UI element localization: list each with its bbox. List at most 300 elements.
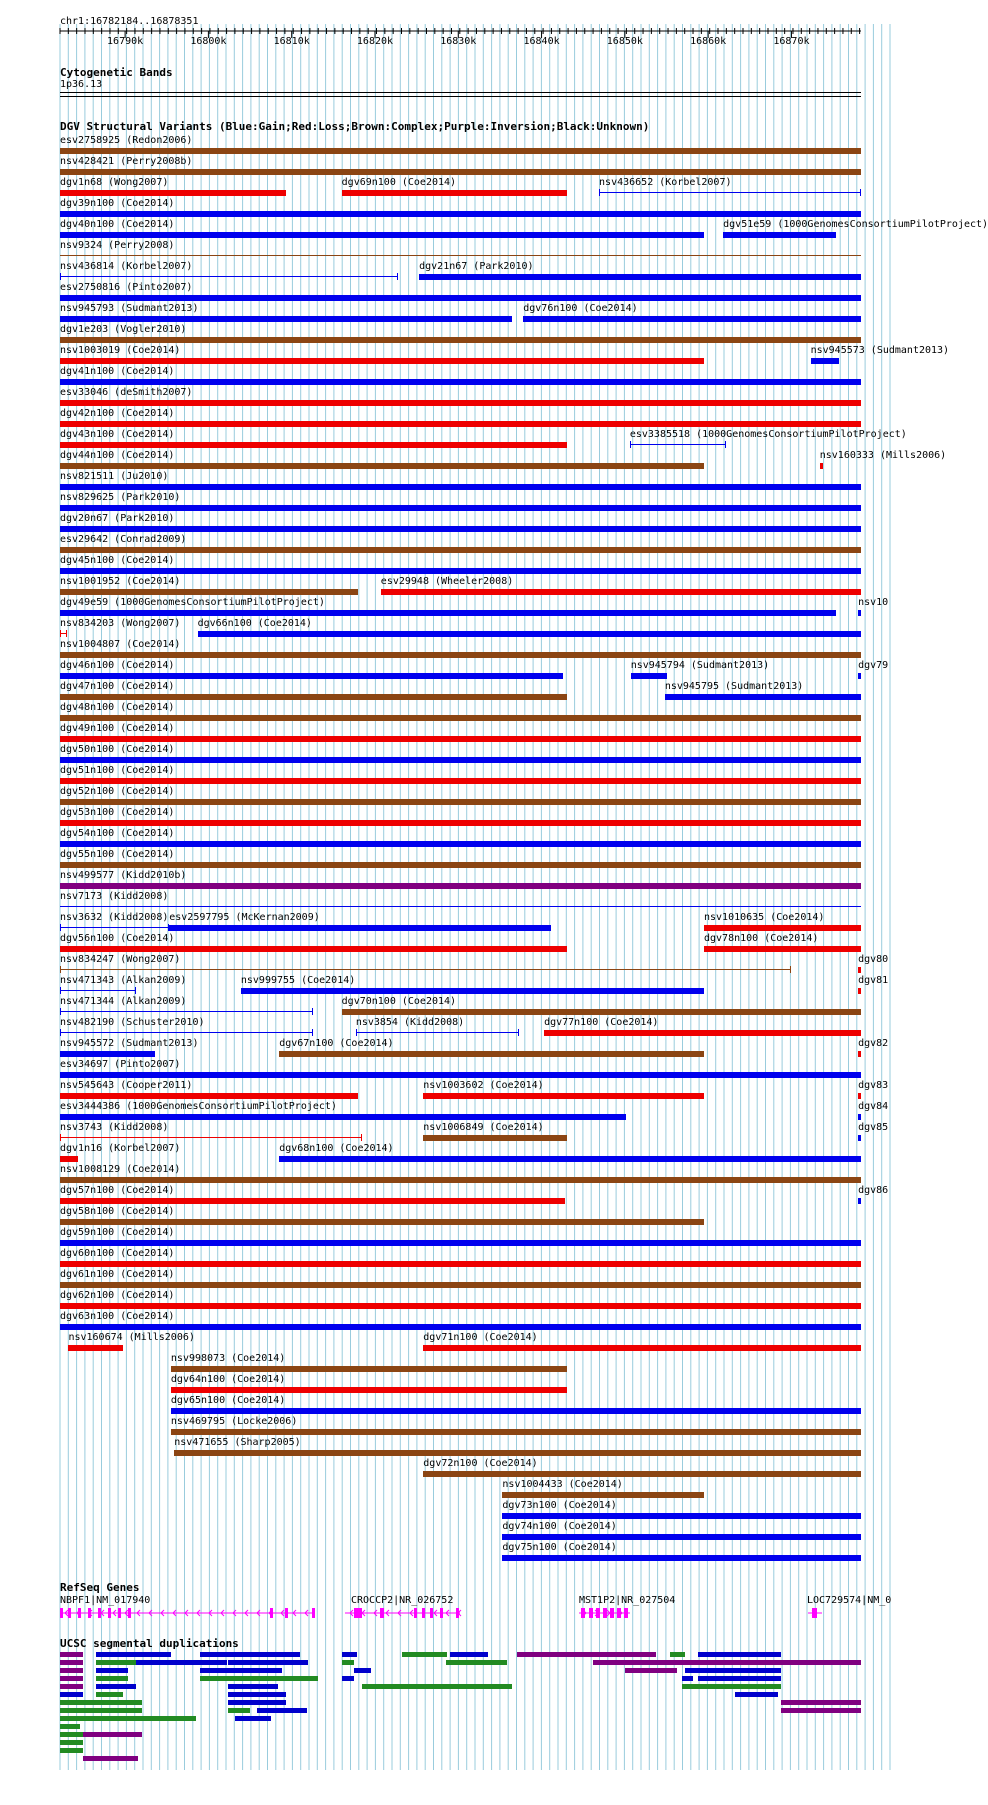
- variant-bar[interactable]: [174, 1450, 861, 1456]
- variant-label[interactable]: nsv829625 (Park2010): [60, 492, 181, 503]
- variant-end-cap: [630, 441, 631, 448]
- variant-label[interactable]: nsv945794 (Sudmant2013): [630, 660, 770, 671]
- segdup-block[interactable]: [342, 1676, 354, 1681]
- variant-label[interactable]: nsv471344 (Alkan2009): [60, 996, 187, 1007]
- variant-bar[interactable]: [60, 400, 861, 406]
- variant-label[interactable]: nsv436814 (Korbel2007): [60, 261, 193, 272]
- variant-bar[interactable]: [858, 1051, 861, 1057]
- variant-label[interactable]: dgv1n16 (Korbel2007): [60, 1143, 181, 1154]
- gene-exon: [610, 1608, 614, 1618]
- gene-exon: [589, 1608, 593, 1618]
- variant-bar[interactable]: [60, 358, 704, 364]
- variant-bar[interactable]: [60, 1240, 861, 1246]
- variant-label[interactable]: dgv62n100 (Coe2014): [60, 1290, 175, 1301]
- variant-bar[interactable]: [60, 610, 836, 616]
- gene-label-croccp2[interactable]: CROCCP2|NR_026752: [351, 1595, 454, 1606]
- segdup-block[interactable]: [781, 1700, 861, 1705]
- variant-bar[interactable]: [502, 1555, 861, 1561]
- segdup-block[interactable]: [200, 1668, 282, 1673]
- variant-label[interactable]: nsv945795 (Sudmant2013): [664, 681, 804, 692]
- variant-bar[interactable]: [544, 1030, 861, 1036]
- segdup-block[interactable]: [60, 1732, 83, 1737]
- variant-bar[interactable]: [60, 906, 861, 907]
- variant-bar[interactable]: [60, 148, 861, 154]
- variant-label[interactable]: dgv20n67 (Park2010): [60, 513, 175, 524]
- variant-bar[interactable]: [60, 169, 861, 175]
- segdup-block[interactable]: [446, 1660, 507, 1665]
- segdup-block[interactable]: [83, 1756, 139, 1761]
- variant-label[interactable]: dgv85: [858, 1122, 889, 1133]
- variant-label[interactable]: nsv545643 (Cooper2011): [60, 1080, 193, 1091]
- variant-end-cap: [135, 987, 136, 994]
- cyto-band-label: 1p36.13: [60, 79, 103, 90]
- segdup-block[interactable]: [625, 1668, 677, 1673]
- variant-bar[interactable]: [60, 232, 704, 238]
- variant-bar[interactable]: [60, 276, 398, 277]
- variant-label[interactable]: dgv60n100 (Coe2014): [60, 1248, 175, 1259]
- segdup-block[interactable]: [735, 1692, 778, 1697]
- segdup-block[interactable]: [60, 1676, 83, 1681]
- segdup-block[interactable]: [698, 1652, 781, 1657]
- variant-bar[interactable]: [60, 820, 861, 826]
- variant-label[interactable]: dgv48n100 (Coe2014): [60, 702, 175, 713]
- variant-bar[interactable]: [858, 1135, 861, 1141]
- gene-label-loc729574[interactable]: LOC729574|NM_0: [807, 1595, 892, 1606]
- variant-label[interactable]: dgv53n100 (Coe2014): [60, 807, 175, 818]
- refseq-gene-models[interactable]: [0, 1604, 890, 1622]
- gene-exon: [440, 1608, 443, 1618]
- variant-label[interactable]: dgv74n100 (Coe2014): [502, 1521, 617, 1532]
- segdup-block[interactable]: [200, 1676, 318, 1681]
- variant-label[interactable]: dgv1n68 (Wong2007): [60, 177, 169, 188]
- variant-bar[interactable]: [60, 1051, 155, 1057]
- variant-bar[interactable]: [858, 1114, 861, 1120]
- variant-label[interactable]: esv29948 (Wheeler2008): [380, 576, 514, 587]
- variant-bar[interactable]: [60, 1219, 704, 1225]
- variant-bar[interactable]: [60, 694, 567, 700]
- variant-label[interactable]: dgv49e59 (1000GenomesConsortiumPilotProject): [60, 597, 325, 608]
- segdup-block[interactable]: [517, 1652, 656, 1657]
- variant-label[interactable]: dgv41n100 (Coe2014): [60, 366, 175, 377]
- variant-bar[interactable]: [60, 1198, 565, 1204]
- gene-exon: [812, 1608, 817, 1618]
- variant-label[interactable]: esv33046 (deSmith2007): [60, 387, 193, 398]
- segdup-block[interactable]: [781, 1708, 861, 1713]
- variant-label[interactable]: dgv55n100 (Coe2014): [60, 849, 175, 860]
- variant-bar[interactable]: [704, 925, 861, 931]
- variant-bar[interactable]: [60, 927, 169, 928]
- segdup-block[interactable]: [685, 1668, 782, 1673]
- dgv-track-title[interactable]: DGV Structural Variants (Blue:Gain;Red:Loss;Brown:Complex;Purple:Inversion;Black:Unknown): [60, 120, 650, 133]
- segdup-block[interactable]: [96, 1692, 123, 1697]
- gene-exon: [60, 1608, 63, 1618]
- gene-label-mst1p2[interactable]: MST1P2|NR_027504: [579, 1595, 676, 1606]
- gene-exon: [603, 1608, 607, 1618]
- variant-label[interactable]: esv2750816 (Pinto2007): [60, 282, 193, 293]
- variant-bar[interactable]: [60, 1011, 313, 1012]
- variant-label[interactable]: nsv3632 (Kidd2008): [60, 912, 169, 923]
- variant-bar[interactable]: [820, 463, 823, 469]
- variant-bar[interactable]: [502, 1534, 861, 1540]
- variant-label[interactable]: esv29642 (Conrad2009): [60, 534, 187, 545]
- segdup-block[interactable]: [342, 1652, 357, 1657]
- variant-label[interactable]: dgv79: [858, 660, 889, 671]
- variant-bar[interactable]: [423, 1093, 704, 1099]
- segdup-block[interactable]: [221, 1652, 278, 1657]
- variant-label[interactable]: nsv1006849 (Coe2014): [423, 1122, 544, 1133]
- variant-label[interactable]: dgv57n100 (Coe2014): [60, 1185, 175, 1196]
- segdup-block[interactable]: [257, 1708, 307, 1713]
- variant-bar[interactable]: [60, 862, 861, 868]
- variant-bar[interactable]: [60, 883, 861, 889]
- variant-label[interactable]: nsv471343 (Alkan2009): [60, 975, 187, 986]
- variant-bar[interactable]: [60, 1324, 861, 1330]
- variant-bar[interactable]: [60, 1072, 861, 1078]
- variant-end-cap: [312, 1008, 313, 1015]
- variant-label[interactable]: dgv65n100 (Coe2014): [170, 1395, 286, 1406]
- variant-label[interactable]: dgv58n100 (Coe2014): [60, 1206, 175, 1217]
- variant-bar[interactable]: [169, 925, 550, 931]
- variant-bar[interactable]: [60, 1093, 358, 1099]
- gene-exon: [624, 1608, 628, 1618]
- gene-exon: [78, 1608, 81, 1618]
- variant-bar[interactable]: [60, 255, 861, 256]
- segdup-block[interactable]: [228, 1684, 278, 1689]
- variant-bar[interactable]: [171, 1429, 861, 1435]
- variant-label[interactable]: nsv945793 (Sudmant2013): [60, 303, 199, 314]
- variant-bar[interactable]: [60, 547, 861, 553]
- variant-bar[interactable]: [60, 969, 791, 970]
- position-ruler[interactable]: [0, 24, 890, 48]
- variant-bar[interactable]: [60, 421, 861, 427]
- gene-exon: [270, 1608, 273, 1618]
- variant-end-cap: [725, 441, 726, 448]
- variant-label[interactable]: nsv160333 (Mills2006): [819, 450, 947, 461]
- segdup-block[interactable]: [96, 1668, 128, 1673]
- variant-label[interactable]: dgv40n100 (Coe2014): [60, 219, 175, 230]
- variant-bar[interactable]: [60, 841, 861, 847]
- variant-bar[interactable]: [811, 358, 839, 364]
- variant-label[interactable]: dgv43n100 (Coe2014): [60, 429, 175, 440]
- variant-label[interactable]: nsv834203 (Wong2007): [60, 618, 181, 629]
- variant-label[interactable]: nsv10: [858, 597, 889, 608]
- segdup-block[interactable]: [136, 1660, 227, 1665]
- segdup-block[interactable]: [228, 1660, 309, 1665]
- variant-label[interactable]: nsv945573 (Sudmant2013): [810, 345, 950, 356]
- segdup-block[interactable]: [200, 1652, 221, 1657]
- variant-label[interactable]: dgv61n100 (Coe2014): [60, 1269, 175, 1280]
- variant-label[interactable]: dgv73n100 (Coe2014): [502, 1500, 617, 1511]
- segdup-block[interactable]: [450, 1652, 488, 1657]
- segdup-block[interactable]: [60, 1716, 196, 1721]
- variant-bar[interactable]: [858, 673, 861, 679]
- variant-label[interactable]: dgv50n100 (Coe2014): [60, 744, 175, 755]
- segdup-block[interactable]: [593, 1660, 861, 1665]
- variant-bar[interactable]: [60, 778, 861, 784]
- variant-label[interactable]: nsv7173 (Kidd2008): [60, 891, 169, 902]
- variant-bar[interactable]: [858, 967, 861, 973]
- variant-label[interactable]: dgv83: [858, 1080, 889, 1091]
- variant-label[interactable]: nsv436652 (Korbel2007): [599, 177, 732, 188]
- variant-bar[interactable]: [171, 1408, 861, 1414]
- variant-bar[interactable]: [60, 652, 861, 658]
- segdup-block[interactable]: [60, 1708, 142, 1713]
- refseq-track-title[interactable]: RefSeq Genes: [60, 1581, 140, 1594]
- variant-label[interactable]: dgv81: [858, 975, 889, 986]
- variant-label[interactable]: dgv68n100 (Coe2014): [279, 1143, 394, 1154]
- variant-label[interactable]: dgv86: [858, 1185, 889, 1196]
- variant-bar[interactable]: [60, 1261, 861, 1267]
- variant-bar[interactable]: [171, 1366, 567, 1372]
- variant-label[interactable]: nsv821511 (Ju2010): [60, 471, 169, 482]
- gene-exon: [354, 1608, 362, 1618]
- variant-bar[interactable]: [423, 1471, 861, 1477]
- segdup-block[interactable]: [60, 1724, 80, 1729]
- variant-label[interactable]: dgv49n100 (Coe2014): [60, 723, 175, 734]
- variant-bar[interactable]: [68, 1345, 122, 1351]
- variant-bar[interactable]: [60, 946, 567, 952]
- variant-label[interactable]: dgv67n100 (Coe2014): [279, 1038, 394, 1049]
- variant-bar[interactable]: [419, 274, 861, 280]
- variant-end-cap: [361, 1134, 362, 1141]
- variant-bar[interactable]: [60, 505, 861, 511]
- variant-bar[interactable]: [858, 988, 861, 994]
- variant-end-cap: [60, 966, 61, 973]
- variant-end-cap: [60, 1029, 61, 1036]
- ruler-tick-label: 16820k: [356, 36, 394, 47]
- variant-label[interactable]: esv2758925 (Redon2006): [60, 135, 193, 146]
- variant-bar[interactable]: [60, 715, 861, 721]
- segdup-block[interactable]: [60, 1748, 83, 1753]
- variant-bar[interactable]: [342, 1009, 861, 1015]
- variant-bar[interactable]: [60, 1114, 626, 1120]
- variant-bar[interactable]: [60, 799, 861, 805]
- variant-bar[interactable]: [423, 1135, 566, 1141]
- variant-bar[interactable]: [60, 757, 861, 763]
- variant-bar[interactable]: [523, 316, 861, 322]
- variant-label[interactable]: nsv1003602 (Coe2014): [423, 1080, 544, 1091]
- variant-label[interactable]: dgv80: [858, 954, 889, 965]
- variant-label[interactable]: nsv471655 (Sharp2005): [174, 1437, 301, 1448]
- variant-label[interactable]: dgv54n100 (Coe2014): [60, 828, 175, 839]
- segdup-block[interactable]: [698, 1676, 781, 1681]
- variant-label[interactable]: nsv834247 (Wong2007): [60, 954, 181, 965]
- variant-label[interactable]: dgv64n100 (Coe2014): [170, 1374, 286, 1385]
- variant-bar[interactable]: [60, 1177, 861, 1183]
- variant-label[interactable]: dgv39n100 (Coe2014): [60, 198, 175, 209]
- ruler-tick-label: 16860k: [690, 36, 727, 47]
- variant-label[interactable]: esv34697 (Pinto2007): [60, 1059, 181, 1070]
- variant-bar[interactable]: [60, 589, 358, 595]
- variant-bar[interactable]: [198, 631, 861, 637]
- variant-bar[interactable]: [423, 1345, 861, 1351]
- variant-bar[interactable]: [60, 295, 861, 301]
- ruler-tick-label: 16810k: [273, 36, 310, 47]
- variant-label[interactable]: nsv1004433 (Coe2014): [502, 1479, 623, 1490]
- segdup-block[interactable]: [228, 1708, 250, 1713]
- variant-bar[interactable]: [60, 673, 563, 679]
- variant-label[interactable]: nsv945572 (Sudmant2013): [60, 1038, 199, 1049]
- segdup-block[interactable]: [60, 1668, 83, 1673]
- variant-label[interactable]: nsv999755 (Coe2014): [240, 975, 356, 986]
- variant-label[interactable]: dgv78n100 (Coe2014): [703, 933, 819, 944]
- variant-bar[interactable]: [60, 1156, 78, 1162]
- variant-bar[interactable]: [60, 1137, 362, 1138]
- segdup-block[interactable]: [96, 1684, 136, 1689]
- gene-exon: [414, 1608, 417, 1618]
- variant-bar[interactable]: [858, 610, 861, 616]
- segdup-block[interactable]: [60, 1652, 83, 1657]
- variant-end-cap: [60, 630, 61, 637]
- ruler-tick-label: 16840k: [523, 36, 560, 47]
- variant-label[interactable]: dgv82: [858, 1038, 889, 1049]
- gene-exon: [118, 1608, 121, 1618]
- variant-bar[interactable]: [502, 1492, 704, 1498]
- variant-bar[interactable]: [60, 568, 861, 574]
- variant-label[interactable]: nsv1001952 (Coe2014): [60, 576, 181, 587]
- variant-bar[interactable]: [665, 694, 861, 700]
- segdup-block[interactable]: [670, 1652, 685, 1657]
- variant-bar[interactable]: [381, 589, 861, 595]
- variant-label[interactable]: dgv51e59 (1000GenomesConsortiumPilotProject): [723, 219, 988, 230]
- variant-bar[interactable]: [60, 990, 136, 991]
- variant-bar[interactable]: [858, 1198, 861, 1204]
- variant-label[interactable]: dgv46n100 (Coe2014): [60, 660, 175, 671]
- variant-bar[interactable]: [60, 442, 567, 448]
- variant-end-cap: [66, 630, 67, 637]
- variant-label[interactable]: dgv52n100 (Coe2014): [60, 786, 175, 797]
- variant-bar[interactable]: [279, 1156, 861, 1162]
- segdup-block[interactable]: [96, 1676, 128, 1681]
- variant-bar[interactable]: [241, 988, 704, 994]
- variant-label[interactable]: dgv44n100 (Coe2014): [60, 450, 175, 461]
- variant-label[interactable]: dgv51n100 (Coe2014): [60, 765, 175, 776]
- variant-label[interactable]: nsv1003019 (Coe2014): [60, 345, 181, 356]
- variant-label[interactable]: nsv160674 (Mills2006): [68, 1332, 195, 1343]
- variant-bar[interactable]: [60, 484, 861, 490]
- gene-label-nbpf1[interactable]: NBPF1|NM_017940: [60, 1595, 151, 1606]
- variant-bar[interactable]: [630, 444, 726, 445]
- variant-end-cap: [60, 924, 61, 931]
- variant-label[interactable]: dgv71n100 (Coe2014): [423, 1332, 538, 1343]
- variant-bar[interactable]: [858, 1093, 861, 1099]
- variant-label[interactable]: dgv47n100 (Coe2014): [60, 681, 175, 692]
- segdup-block[interactable]: [342, 1660, 354, 1665]
- variant-label[interactable]: esv3385518 (1000GenomesConsortiumPilotProject): [629, 429, 907, 440]
- variant-label[interactable]: dgv66n100 (Coe2014): [197, 618, 312, 629]
- cyto-track-title[interactable]: Cytogenetic Bands: [60, 66, 173, 79]
- segdup-block[interactable]: [96, 1652, 146, 1657]
- variant-bar[interactable]: [60, 379, 861, 385]
- variant-bar[interactable]: [60, 1303, 861, 1309]
- segdup-block[interactable]: [682, 1684, 781, 1689]
- segdup-block[interactable]: [60, 1660, 83, 1665]
- variant-label[interactable]: nsv499577 (Kidd2010b): [60, 870, 187, 881]
- variant-label[interactable]: nsv1004807 (Coe2014): [60, 639, 181, 650]
- variant-label[interactable]: dgv76n100 (Coe2014): [523, 303, 638, 314]
- segdup-block[interactable]: [228, 1692, 286, 1697]
- variant-label[interactable]: dgv56n100 (Coe2014): [60, 933, 175, 944]
- variant-bar[interactable]: [342, 190, 567, 196]
- variant-label[interactable]: esv2597795 (McKernan2009): [169, 912, 320, 923]
- variant-label[interactable]: dgv84: [858, 1101, 889, 1112]
- variant-label[interactable]: nsv998073 (Coe2014): [170, 1353, 286, 1364]
- variant-label[interactable]: nsv482190 (Schuster2010): [60, 1017, 205, 1028]
- segdup-block[interactable]: [60, 1684, 83, 1689]
- variant-label[interactable]: dgv75n100 (Coe2014): [502, 1542, 617, 1553]
- variant-bar[interactable]: [279, 1051, 704, 1057]
- variant-end-cap: [60, 1134, 61, 1141]
- variant-label[interactable]: nsv469795 (Locke2006): [170, 1416, 298, 1427]
- variant-label[interactable]: dgv21n67 (Park2010): [419, 261, 534, 272]
- variant-label[interactable]: dgv42n100 (Coe2014): [60, 408, 175, 419]
- variant-label[interactable]: dgv63n100 (Coe2014): [60, 1311, 175, 1322]
- variant-bar[interactable]: [60, 211, 861, 217]
- variant-label[interactable]: nsv1008129 (Coe2014): [60, 1164, 181, 1175]
- variant-bar[interactable]: [599, 192, 861, 193]
- variant-bar[interactable]: [60, 736, 861, 742]
- gene-exon: [430, 1608, 433, 1618]
- variant-bar[interactable]: [60, 526, 861, 532]
- segdup-block[interactable]: [96, 1660, 136, 1665]
- variant-bar[interactable]: [704, 946, 861, 952]
- gene-exon: [285, 1608, 288, 1618]
- variant-label[interactable]: esv3444386 (1000GenomesConsortiumPilotProject): [60, 1101, 337, 1112]
- ruler-tick-label: 16790k: [107, 36, 144, 47]
- segdup-block[interactable]: [146, 1652, 171, 1657]
- variant-label[interactable]: dgv1e203 (Vogler2010): [60, 324, 187, 335]
- variant-label[interactable]: dgv69n100 (Coe2014): [341, 177, 457, 188]
- variant-bar[interactable]: [356, 1032, 519, 1033]
- variant-bar[interactable]: [60, 1032, 313, 1033]
- variant-label[interactable]: dgv59n100 (Coe2014): [60, 1227, 175, 1238]
- segdup-block[interactable]: [682, 1676, 693, 1681]
- variant-bar[interactable]: [60, 337, 861, 343]
- variant-label[interactable]: dgv72n100 (Coe2014): [423, 1458, 538, 1469]
- variant-bar[interactable]: [171, 1387, 567, 1393]
- segdup-block[interactable]: [60, 1740, 83, 1745]
- variant-bar[interactable]: [60, 316, 512, 322]
- variant-end-cap: [356, 1029, 357, 1036]
- variant-bar[interactable]: [60, 1282, 861, 1288]
- variant-label[interactable]: nsv9324 (Perry2008): [60, 240, 175, 251]
- segdup-block[interactable]: [402, 1652, 448, 1657]
- variant-bar[interactable]: [60, 190, 286, 196]
- variant-label[interactable]: nsv3743 (Kidd2008): [60, 1122, 169, 1133]
- variant-label[interactable]: dgv45n100 (Coe2014): [60, 555, 175, 566]
- segdup-block[interactable]: [354, 1668, 371, 1673]
- segdup-track-title[interactable]: UCSC segmental duplications: [60, 1637, 239, 1650]
- variant-label[interactable]: dgv70n100 (Coe2014): [341, 996, 457, 1007]
- segdup-block[interactable]: [278, 1652, 300, 1657]
- variant-label[interactable]: nsv428421 (Perry2008b): [60, 156, 193, 167]
- segdup-block[interactable]: [60, 1692, 83, 1697]
- ruler-tick-label: 16870k: [773, 36, 810, 47]
- variant-bar[interactable]: [723, 232, 835, 238]
- variant-bar[interactable]: [502, 1513, 861, 1519]
- variant-label[interactable]: dgv77n100 (Coe2014): [544, 1017, 659, 1028]
- segdup-block[interactable]: [362, 1684, 512, 1689]
- variant-label[interactable]: nsv1010635 (Coe2014): [703, 912, 825, 923]
- segdup-block[interactable]: [60, 1700, 142, 1705]
- variant-label[interactable]: nsv3854 (Kidd2008): [355, 1017, 465, 1028]
- variant-bar[interactable]: [631, 673, 668, 679]
- segdup-block[interactable]: [228, 1700, 286, 1705]
- segdup-block[interactable]: [235, 1716, 271, 1721]
- gene-exon: [128, 1608, 131, 1618]
- segdup-block[interactable]: [80, 1732, 142, 1737]
- variant-bar[interactable]: [60, 463, 704, 469]
